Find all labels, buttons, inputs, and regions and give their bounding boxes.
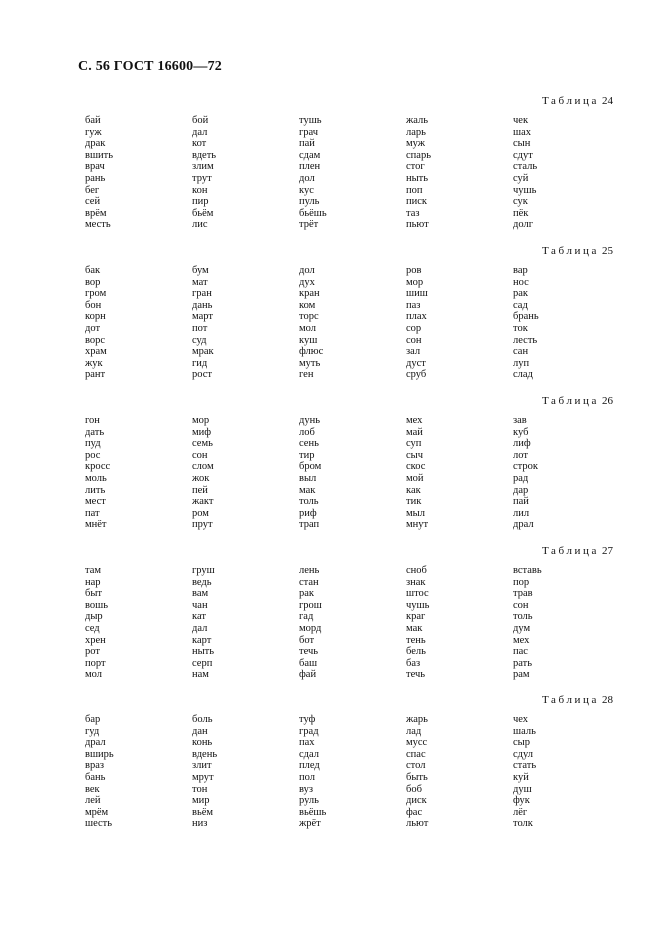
word-cell: луп: [513, 357, 530, 369]
word-cell: зав: [513, 415, 527, 426]
word-cell: пай: [299, 138, 315, 150]
word-cell: сыр: [513, 737, 530, 749]
word-cell: строк: [513, 461, 538, 473]
word-cell: чушь: [406, 599, 430, 611]
word-cell: вар: [513, 265, 528, 276]
word-cell: конь: [192, 737, 213, 749]
word-column: [192, 115, 292, 231]
word-cell: лис: [192, 219, 208, 231]
word-column: [513, 115, 613, 231]
word-cell: торс: [299, 311, 319, 323]
word-cell: сень: [299, 438, 319, 450]
word-column: [299, 115, 399, 231]
word-cell: муж: [406, 138, 426, 150]
word-cell: вам: [192, 588, 209, 600]
word-cell: баш: [299, 657, 318, 669]
word-cell: карт: [192, 634, 212, 646]
word-cell: мнёт: [85, 519, 107, 531]
word-column: [192, 265, 292, 381]
word-cell: май: [406, 426, 423, 438]
word-cell: гуж: [85, 126, 102, 138]
word-cell: дал: [192, 622, 208, 634]
word-cell: жрёт: [299, 818, 321, 830]
word-cell: флюс: [299, 346, 324, 358]
table-number: 28: [602, 694, 613, 706]
word-cell: пьют: [406, 219, 429, 231]
word-cell: мех: [406, 415, 423, 426]
word-cell: лей: [85, 795, 101, 807]
word-cell: пуд: [85, 438, 101, 450]
word-cell: суд: [192, 334, 207, 346]
word-cell: нар: [85, 576, 101, 588]
word-cell: тик: [406, 496, 422, 508]
word-cell: злим: [192, 161, 214, 173]
table-title: [542, 545, 613, 557]
word-cell: зал: [406, 346, 421, 358]
word-cell: кус: [299, 184, 314, 196]
word-cell: кон: [192, 184, 208, 196]
word-cell: сон: [513, 599, 529, 611]
word-cell: мест: [85, 496, 106, 508]
word-cell: трап: [299, 519, 320, 531]
word-cell: знак: [406, 576, 426, 588]
word-cell: мол: [85, 669, 102, 681]
word-cell: жарь: [406, 714, 428, 725]
word-cell: мой: [406, 472, 424, 484]
word-column: [406, 265, 506, 381]
word-cell: тон: [192, 783, 208, 795]
word-cell: пол: [299, 771, 315, 783]
word-cell: ворс: [85, 334, 106, 346]
table-title: [542, 395, 613, 407]
word-cell: куб: [513, 426, 529, 438]
word-cell: низ: [192, 818, 208, 830]
word-cell: сад: [513, 299, 528, 311]
word-cell: дол: [299, 265, 315, 276]
table-title-label: Таблица: [542, 395, 599, 407]
word-cell: течь: [299, 646, 319, 658]
word-cell: дыр: [85, 611, 103, 623]
word-column: [406, 115, 506, 231]
word-cell: ген: [299, 369, 314, 381]
word-column: [85, 115, 185, 231]
word-cell: порт: [85, 657, 106, 669]
word-cell: мор: [406, 276, 424, 288]
word-cell: драл: [85, 737, 106, 749]
word-cell: жакт: [192, 496, 214, 508]
word-cell: вьём: [192, 806, 214, 818]
word-cell: жок: [192, 472, 210, 484]
word-cell: мол: [299, 322, 316, 334]
word-cell: фай: [299, 669, 317, 681]
word-column: [299, 714, 399, 830]
word-cell: сыч: [406, 449, 423, 461]
word-cell: сдам: [299, 149, 321, 161]
word-cell: трав: [513, 588, 533, 600]
word-cell: вор: [85, 276, 101, 288]
word-cell: храм: [85, 346, 107, 358]
word-cell: тир: [299, 449, 315, 461]
word-cell: гад: [299, 611, 314, 623]
word-cell: бай: [85, 115, 101, 126]
table-number: 26: [602, 395, 613, 407]
word-cell: дунь: [299, 415, 320, 426]
word-column: [85, 565, 185, 681]
word-column: [513, 415, 613, 531]
word-cell: шесть: [85, 818, 113, 830]
table-title-label: Таблица: [542, 95, 599, 107]
word-cell: ларь: [406, 126, 426, 138]
page-header: С. 56 ГОСТ 16600—72: [78, 59, 222, 74]
word-cell: моль: [85, 472, 107, 484]
word-cell: бак: [85, 265, 101, 276]
word-cell: сталь: [513, 161, 538, 173]
word-cell: скос: [406, 461, 426, 473]
word-cell: боб: [406, 783, 422, 795]
word-cell: рос: [85, 449, 101, 461]
word-cell: дал: [192, 126, 208, 138]
word-cell: шах: [513, 126, 531, 138]
word-cell: нос: [513, 276, 529, 288]
word-cell: пор: [513, 576, 530, 588]
word-cell: сук: [513, 196, 528, 208]
word-cell: как: [406, 484, 421, 496]
word-cell: бьёшь: [299, 207, 327, 219]
word-cell: фук: [513, 795, 530, 807]
word-cell: толь: [513, 611, 533, 623]
word-cell: бум: [192, 265, 209, 276]
word-cell: быт: [85, 588, 102, 600]
word-cell: трёт: [299, 219, 319, 231]
word-cell: пёк: [513, 207, 529, 219]
word-cell: век: [85, 783, 100, 795]
word-cell: семь: [192, 438, 213, 450]
word-cell: хрен: [85, 634, 106, 646]
word-cell: прут: [192, 519, 213, 531]
word-cell: гром: [85, 288, 107, 300]
word-cell: лесть: [513, 334, 538, 346]
word-cell: рам: [513, 669, 530, 681]
word-cell: вуз: [299, 783, 313, 795]
word-cell: суй: [513, 172, 529, 184]
word-cell: суп: [406, 438, 422, 450]
word-cell: мрут: [192, 771, 214, 783]
word-column: [513, 714, 613, 830]
word-cell: сон: [192, 449, 208, 461]
word-cell: нам: [192, 669, 209, 681]
word-column: [85, 714, 185, 830]
word-cell: мрём: [85, 806, 109, 818]
word-cell: враз: [85, 760, 105, 772]
word-cell: миф: [192, 426, 212, 438]
word-cell: ток: [513, 322, 528, 334]
word-cell: морд: [299, 622, 322, 634]
word-cell: сдал: [299, 748, 319, 760]
word-cell: пей: [192, 484, 208, 496]
word-cell: дот: [85, 322, 101, 334]
word-cell: шиш: [406, 288, 428, 300]
table-title: [542, 245, 613, 257]
word-cell: спас: [406, 748, 426, 760]
word-column: [299, 565, 399, 681]
word-cell: фас: [406, 806, 423, 818]
word-cell: драк: [85, 138, 106, 150]
word-cell: сдул: [513, 748, 534, 760]
word-cell: шаль: [513, 725, 536, 737]
word-cell: сей: [85, 196, 101, 208]
word-cell: чек: [513, 115, 529, 126]
word-cell: дух: [299, 276, 315, 288]
word-cell: лот: [513, 449, 528, 461]
word-cell: мех: [513, 634, 530, 646]
word-cell: бар: [85, 714, 101, 725]
word-cell: плед: [299, 760, 320, 772]
word-cell: дуст: [406, 357, 426, 369]
word-cell: корн: [85, 311, 106, 323]
word-cell: штос: [406, 588, 429, 600]
word-cell: ком: [299, 299, 316, 311]
word-cell: вьёшь: [299, 806, 327, 818]
word-column: [406, 565, 506, 681]
word-cell: брань: [513, 311, 539, 323]
table-title: [542, 95, 613, 107]
word-column: [513, 265, 613, 381]
word-cell: плен: [299, 161, 321, 173]
word-cell: гран: [192, 288, 212, 300]
word-cell: толь: [299, 496, 319, 508]
word-cell: лоб: [299, 426, 315, 438]
word-cell: кран: [299, 288, 320, 300]
word-cell: рань: [85, 172, 106, 184]
word-cell: бой: [192, 115, 209, 126]
table-number: 24: [602, 95, 613, 107]
word-cell: чех: [513, 714, 529, 725]
word-cell: бань: [85, 771, 106, 783]
word-cell: сан: [513, 346, 529, 358]
word-cell: вошь: [85, 599, 109, 611]
word-cell: душ: [513, 783, 532, 795]
word-cell: лад: [406, 725, 422, 737]
word-cell: там: [85, 565, 102, 576]
word-column: [406, 714, 506, 830]
word-cell: лёг: [513, 806, 528, 818]
word-cell: вширь: [85, 748, 114, 760]
word-cell: кат: [192, 611, 206, 623]
word-cell: бьём: [192, 207, 214, 219]
word-cell: сруб: [406, 369, 427, 381]
word-cell: кросс: [85, 461, 111, 473]
word-cell: драл: [513, 519, 534, 531]
word-cell: краг: [406, 611, 426, 623]
word-cell: толк: [513, 818, 533, 830]
word-column: [85, 265, 185, 381]
word-cell: рак: [299, 588, 315, 600]
word-cell: пай: [513, 496, 529, 508]
word-cell: рать: [513, 657, 533, 669]
word-cell: риф: [299, 507, 317, 519]
table-number: 27: [602, 545, 613, 557]
word-cell: льют: [406, 818, 429, 830]
table-title-label: Таблица: [542, 694, 599, 706]
word-column: [513, 565, 613, 681]
word-cell: пуль: [299, 196, 320, 208]
word-cell: пат: [85, 507, 100, 519]
word-cell: рот: [85, 646, 100, 658]
word-cell: месть: [85, 219, 111, 231]
word-cell: дан: [192, 725, 208, 737]
word-cell: дать: [85, 426, 105, 438]
word-cell: слад: [513, 369, 533, 381]
word-cell: поп: [406, 184, 423, 196]
word-cell: дол: [299, 172, 315, 184]
word-cell: бон: [85, 299, 102, 311]
word-column: [299, 265, 399, 381]
word-cell: туф: [299, 714, 316, 725]
word-cell: ныть: [192, 646, 215, 658]
word-cell: мат: [192, 276, 208, 288]
word-cell: вдень: [192, 748, 218, 760]
word-cell: писк: [406, 196, 427, 208]
word-cell: боль: [192, 714, 213, 725]
word-cell: баз: [406, 657, 421, 669]
word-cell: бром: [299, 461, 322, 473]
word-cell: мрак: [192, 346, 214, 358]
word-cell: куй: [513, 771, 529, 783]
word-cell: пас: [513, 646, 528, 658]
word-cell: гуд: [85, 725, 100, 737]
word-cell: сед: [85, 622, 100, 634]
word-cell: грач: [299, 126, 319, 138]
word-cell: кот: [192, 138, 207, 150]
word-cell: дар: [513, 484, 529, 496]
word-column: [299, 415, 399, 531]
word-cell: лиф: [513, 438, 531, 450]
word-cell: вдеть: [192, 149, 217, 161]
word-cell: бель: [406, 646, 426, 658]
word-cell: мак: [406, 622, 423, 634]
word-cell: паз: [406, 299, 421, 311]
word-cell: март: [192, 311, 213, 323]
word-cell: гид: [192, 357, 208, 369]
word-cell: бег: [85, 184, 100, 196]
word-cell: мыл: [406, 507, 425, 519]
word-cell: лил: [513, 507, 530, 519]
word-cell: мор: [192, 415, 210, 426]
word-cell: руль: [299, 795, 319, 807]
word-cell: сдут: [513, 149, 533, 161]
word-cell: слом: [192, 461, 214, 473]
word-cell: лень: [299, 565, 320, 576]
word-cell: жук: [85, 357, 103, 369]
word-cell: стог: [406, 161, 425, 173]
word-cell: лить: [85, 484, 106, 496]
word-cell: град: [299, 725, 319, 737]
word-cell: серп: [192, 657, 213, 669]
word-column: [406, 415, 506, 531]
word-cell: долг: [513, 219, 534, 231]
table-title: [542, 694, 613, 706]
word-cell: груш: [192, 565, 215, 576]
word-cell: муть: [299, 357, 321, 369]
word-cell: вшить: [85, 149, 114, 161]
word-cell: куш: [299, 334, 318, 346]
word-cell: мусс: [406, 737, 428, 749]
word-cell: выл: [299, 472, 317, 484]
table-number: 25: [602, 245, 613, 257]
word-cell: тень: [406, 634, 426, 646]
word-cell: бот: [299, 634, 315, 646]
word-cell: врём: [85, 207, 107, 219]
word-cell: злит: [192, 760, 212, 772]
word-cell: ведь: [192, 576, 212, 588]
word-cell: врач: [85, 161, 105, 173]
word-cell: стать: [513, 760, 537, 772]
word-cell: таз: [406, 207, 420, 219]
word-cell: рост: [192, 369, 213, 381]
word-cell: плах: [406, 311, 427, 323]
word-cell: жаль: [406, 115, 429, 126]
word-cell: дань: [192, 299, 213, 311]
word-cell: чан: [192, 599, 208, 611]
word-cell: пах: [299, 737, 315, 749]
word-cell: рад: [513, 472, 529, 484]
word-column: [85, 415, 185, 531]
word-cell: тушь: [299, 115, 322, 126]
word-cell: стол: [406, 760, 426, 772]
word-cell: мак: [299, 484, 316, 496]
word-cell: сын: [513, 138, 531, 150]
word-cell: сон: [406, 334, 422, 346]
word-cell: стан: [299, 576, 319, 588]
word-cell: течь: [406, 669, 426, 681]
word-cell: быть: [406, 771, 428, 783]
word-cell: мнут: [406, 519, 429, 531]
word-cell: дум: [513, 622, 531, 634]
word-cell: спарь: [406, 149, 431, 161]
word-cell: мир: [192, 795, 210, 807]
word-cell: рак: [513, 288, 529, 300]
word-cell: ров: [406, 265, 422, 276]
word-cell: диск: [406, 795, 427, 807]
word-cell: рант: [85, 369, 106, 381]
word-cell: ныть: [406, 172, 429, 184]
table-title-label: Таблица: [542, 245, 599, 257]
word-cell: сноб: [406, 565, 427, 576]
word-cell: пот: [192, 322, 208, 334]
word-cell: вставь: [513, 565, 542, 576]
word-cell: чушь: [513, 184, 537, 196]
table-title-label: Таблица: [542, 545, 599, 557]
word-cell: гон: [85, 415, 100, 426]
word-column: [192, 565, 292, 681]
word-column: [192, 415, 292, 531]
word-cell: сор: [406, 322, 422, 334]
word-cell: пир: [192, 196, 209, 208]
word-cell: грош: [299, 599, 322, 611]
word-cell: ром: [192, 507, 209, 519]
word-column: [192, 714, 292, 830]
word-cell: трут: [192, 172, 212, 184]
